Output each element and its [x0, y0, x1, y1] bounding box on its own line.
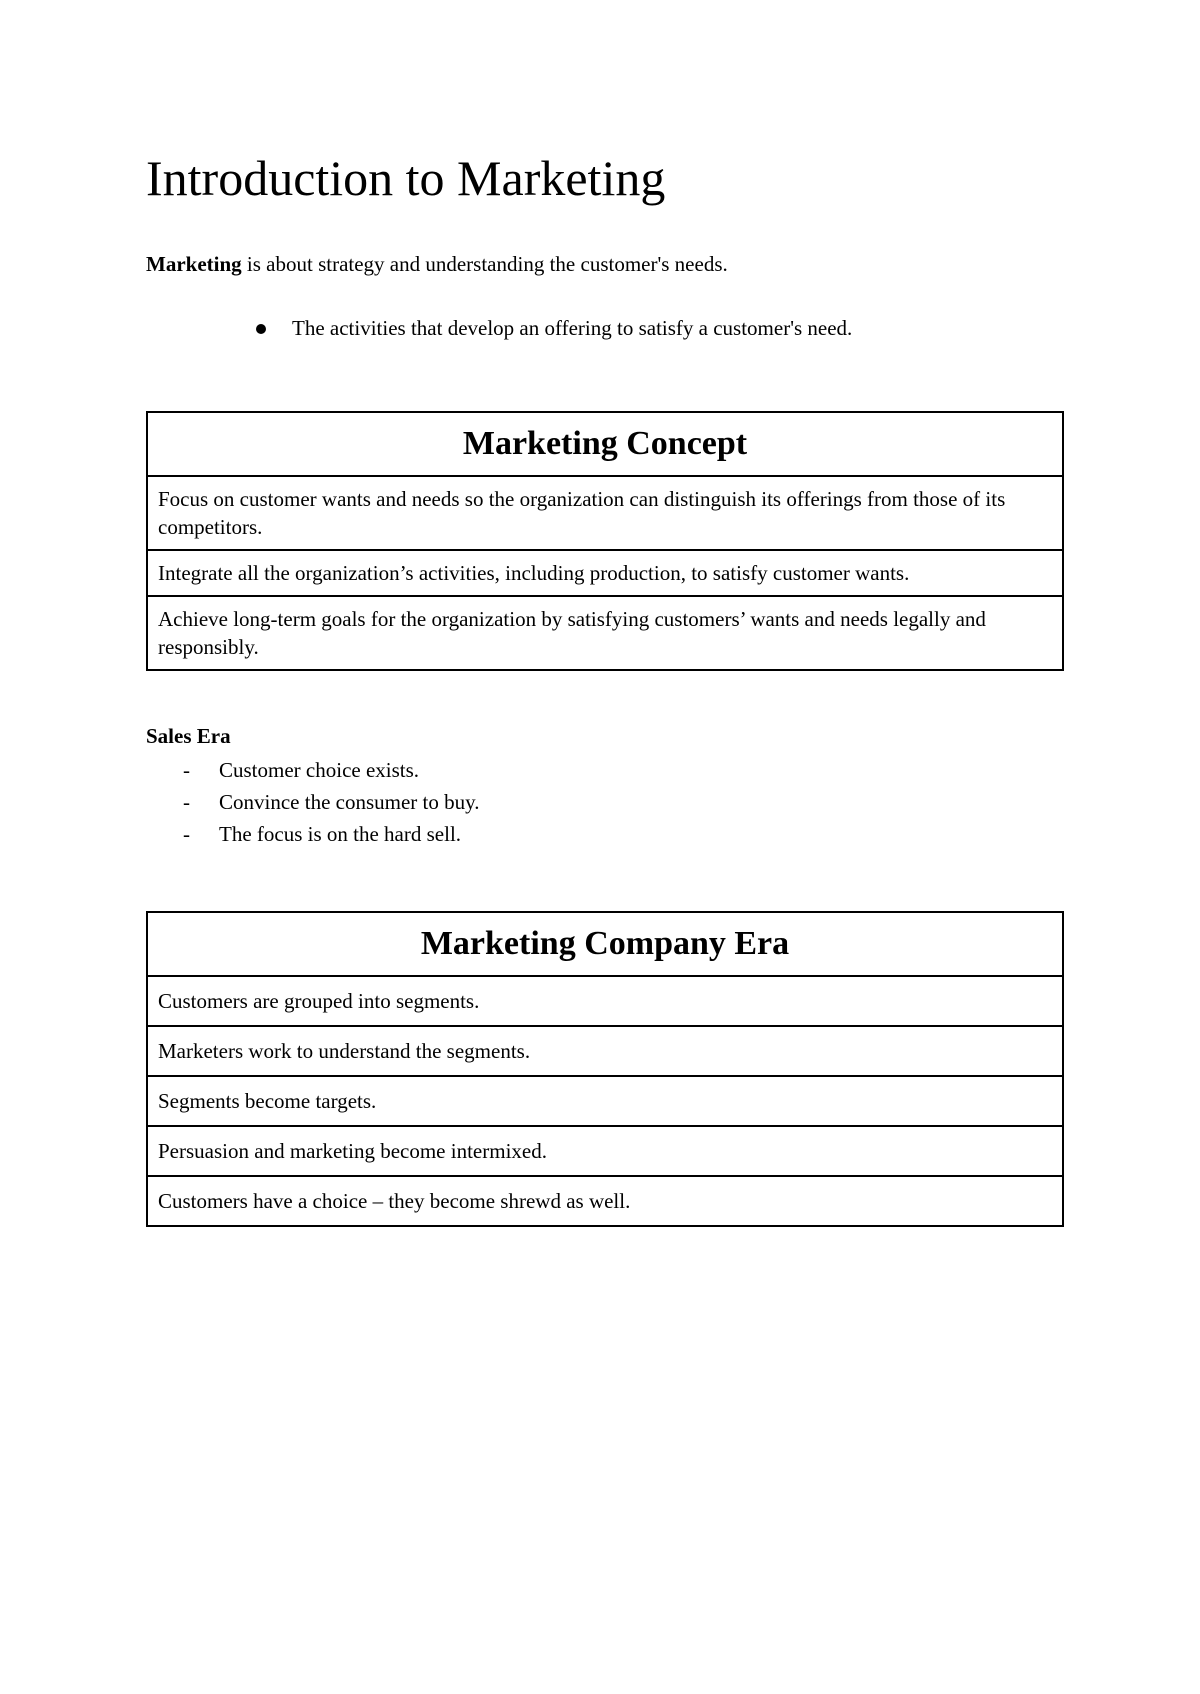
bullet-item-text: The activities that develop an offering to satisfy a customer's need. [292, 316, 853, 340]
list-item-text: Convince the consumer to buy. [219, 790, 480, 814]
table-row [147, 1176, 1063, 1226]
list-item-text: Customer choice exists. [219, 758, 420, 782]
page-title: Introduction to Marketing [146, 150, 666, 206]
table-header-row [147, 412, 1063, 476]
intro-bold-term: Marketing [146, 252, 242, 276]
intro-text: is about strategy and understanding the customer's needs. [241, 252, 728, 276]
table-cell: Customers have a choice – they become shrewd as well. [147, 1176, 1063, 1226]
table-row [147, 550, 1063, 596]
table-row [147, 976, 1063, 1026]
table-cell: Customers are grouped into segments. [147, 976, 1063, 1026]
table-cell: Persuasion and marketing become intermixed. [147, 1126, 1063, 1176]
list-item-text: The focus is on the hard sell. [219, 822, 462, 846]
table-row [147, 596, 1063, 670]
dash-icon: - [183, 790, 190, 814]
intro-bullet-list [256, 314, 852, 342]
bullet-dot-icon [256, 324, 266, 334]
table-cell: Focus on customer wants and needs so the organization can distinguish its offerings from those of its competitors. [147, 476, 1063, 550]
marketing-concept-heading: Marketing Concept [147, 412, 1063, 476]
list-item [183, 786, 480, 818]
table-row [147, 1076, 1063, 1126]
table-row [147, 1126, 1063, 1176]
table-row [147, 1026, 1063, 1076]
sales-era-list [183, 754, 480, 850]
table-cell: Segments become targets. [147, 1076, 1063, 1126]
marketing-company-era-table [146, 911, 1064, 1227]
intro-paragraph [146, 250, 728, 278]
list-item [183, 818, 480, 850]
table-header-row [147, 912, 1063, 976]
dash-icon: - [183, 822, 190, 846]
table-cell: Achieve long-term goals for the organization by satisfying customers’ wants and needs legally and responsibly. [147, 596, 1063, 670]
table-cell: Marketers work to understand the segments. [147, 1026, 1063, 1076]
dash-icon: - [183, 758, 190, 782]
sales-era-heading: Sales Era [146, 724, 231, 748]
marketing-company-era-heading: Marketing Company Era [147, 912, 1063, 976]
table-row [147, 476, 1063, 550]
table-cell: Integrate all the organization’s activities, including production, to satisfy customer wants. [147, 550, 1063, 596]
list-item [183, 754, 480, 786]
marketing-concept-table [146, 411, 1064, 671]
bullet-item [256, 314, 852, 342]
